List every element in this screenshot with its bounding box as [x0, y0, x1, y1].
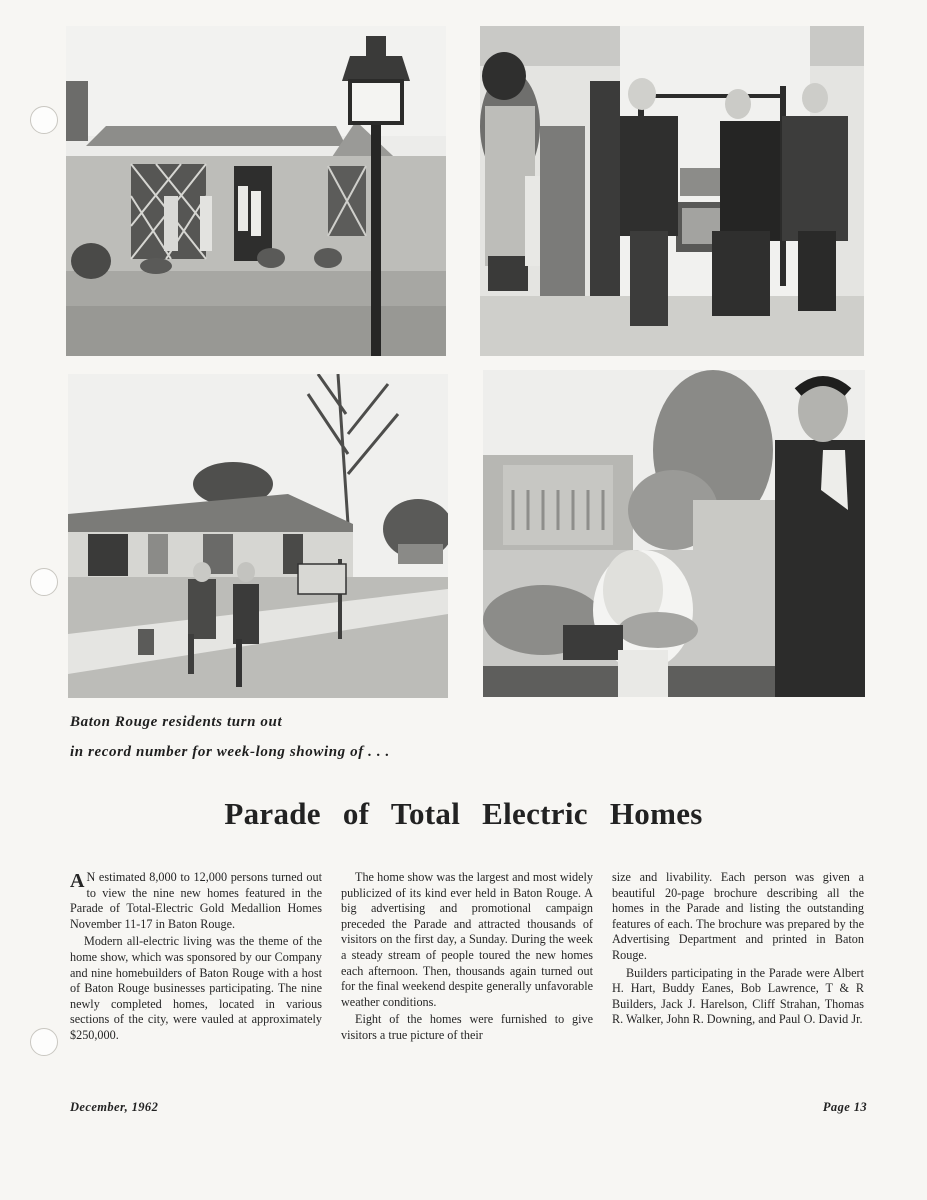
- punch-hole: [30, 1028, 58, 1056]
- paragraph: Builders participating in the Parade were Albert H. Hart, Buddy Eanes, Bob Lawrence, T & R Builders, Jack J. Harelson, Cliff Strahan, Thomas R. Walker, John R. Downing, and Paul O. David Jr.: [612, 965, 864, 1027]
- paragraph: The home show was the largest and most widely publicized of its kind ever held in Baton Rouge. A big advertising and promotional campaign preceded the Parade and attracted thousands of visitors on the first day, a Sunday. During the week a steady stream of people toured the new homes each afternoon. Then, thousands again turned out for the final weekend despite generally unfavorable weather conditions.: [341, 870, 593, 1009]
- paragraph: Modern all-electric living was the theme of the home show, which was sponsored by our Company and nine homebuilders of Baton Rouge with a host of Baton Rouge businesses participating. The nine newly completed homes, located in various sections of the city, were vauled at approximately $250,000.: [70, 934, 322, 1042]
- paragraph-text: N estimated 8,000 to 12,000 persons turned out to view the nine new homes featured in the Parade of Total-Electric Gold Medallion Homes November 11-17 in Baton Rouge.: [70, 870, 322, 931]
- article-column-3: [612, 870, 864, 1030]
- photo-house-walkway-visitors: [68, 374, 448, 698]
- photo-interior-visitors: [480, 26, 864, 356]
- caption-line-1: Baton Rouge residents turn out: [70, 714, 283, 730]
- footer-date: December, 1962: [70, 1100, 159, 1114]
- footer-page-number: Page 13: [822, 1100, 867, 1114]
- photo-mural-man-suit: [483, 370, 865, 697]
- photo-house-exterior-lamppost: [66, 26, 446, 356]
- article-column-2: [341, 870, 593, 1046]
- punch-hole: [30, 106, 58, 134]
- punch-hole: [30, 568, 58, 596]
- paragraph: [70, 870, 322, 932]
- paragraph: size and livability. Each person was given a beautiful 20-page brochure describing all the homes in the Parade and listing the outstanding features of each. The brochure was prepared by the Advertising Department and printed in Baton Rouge.: [612, 870, 864, 962]
- article-column-1: [70, 870, 322, 1046]
- headline: Parade of Total Electric Homes: [224, 796, 703, 831]
- caption-line-2: in record number for week-long showing of . . .: [70, 744, 390, 760]
- paragraph: Eight of the homes were furnished to give visitors a true picture of their: [341, 1012, 593, 1042]
- drop-cap: A: [70, 870, 85, 892]
